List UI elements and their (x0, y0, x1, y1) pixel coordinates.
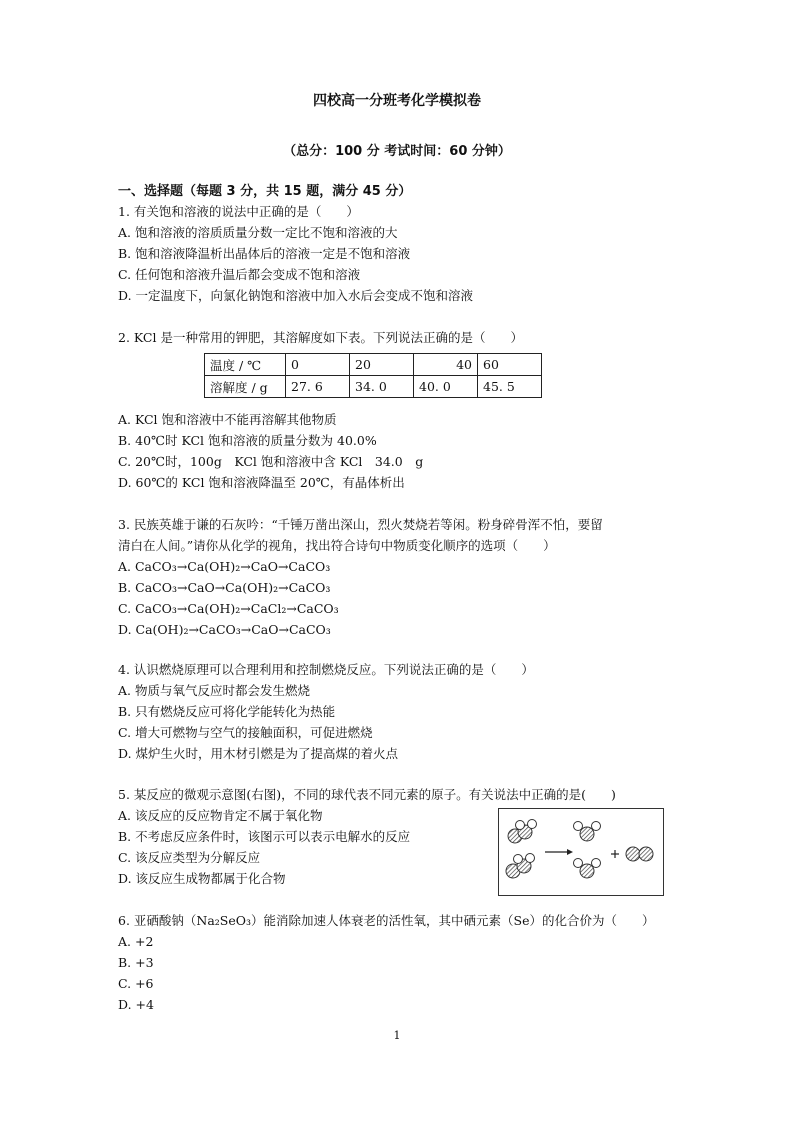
table-cell: 溶解度 / g (205, 376, 286, 398)
solubility-table (204, 353, 542, 398)
table-cell: 45. 5 (478, 376, 542, 398)
q6-option-c: C. +6 (118, 976, 154, 991)
q3-option-a: A. CaCO₃→Ca(OH)₂→CaO→CaCO₃ (118, 559, 331, 574)
page-title: 四校高一分班考化学模拟卷 (313, 93, 481, 109)
table-cell: 27. 6 (286, 376, 350, 398)
table-cell: 40 (414, 354, 478, 376)
q4-stem: 4. 认识燃烧原理可以合理利用和控制燃烧反应。下列说法正确的是（ ） (118, 662, 534, 677)
q2-option-c: C. 20℃时，100g KCl 饱和溶液中含 KCl 34.0 g (118, 454, 424, 469)
q2-stem: 2. KCl 是一种常用的钾肥，其溶解度如下表。下列说法正确的是（ ） (118, 330, 523, 345)
section-heading: 一、选择题（每题 3 分，共 15 题，满分 45 分） (118, 184, 412, 199)
product-molecule (574, 859, 601, 879)
q2-option-a: A. KCl 饱和溶液中不能再溶解其他物质 (118, 412, 337, 427)
table-cell: 40. 0 (414, 376, 478, 398)
product-molecule (626, 847, 653, 861)
q3-stem-line1: 3. 民族英雄于谦的石灰吟：“千锤万凿出深山，烈火焚烧若等闲。粉身碎骨浑不怕，要留 (118, 517, 603, 532)
table-row (205, 354, 542, 376)
q5-option-d: D. 该反应生成物都属于化合物 (118, 871, 286, 886)
q3-option-d: D. Ca(OH)₂→CaCO₃→CaO→CaCO₃ (118, 622, 331, 637)
plus-icon (611, 850, 619, 858)
table-cell: 20 (350, 354, 414, 376)
table-cell: 60 (478, 354, 542, 376)
reaction-diagram-svg (499, 809, 663, 895)
q5-stem: 5. 某反应的微观示意图(右图)，不同的球代表不同元素的原子。有关说法中正确的是( ) (118, 787, 616, 802)
q2-option-b: B. 40℃时 KCl 饱和溶液的质量分数为 40.0% (118, 433, 377, 448)
exam-info: （总分：100 分 考试时间：60 分钟） (283, 144, 511, 159)
arrow-icon (545, 849, 573, 855)
page-number: 1 (393, 1029, 401, 1042)
reaction-diagram (498, 808, 664, 896)
q1-stem: 1. 有关饱和溶液的说法中正确的是（ ） (118, 204, 359, 219)
q4-option-d: D. 煤炉生火时，用木材引燃是为了提高煤的着火点 (118, 746, 399, 761)
q6-option-a: A. +2 (118, 934, 154, 949)
q5-option-a: A. 该反应的反应物肯定不属于氧化物 (118, 808, 323, 823)
q4-option-b: B. 只有燃烧反应可将化学能转化为热能 (118, 704, 336, 719)
q2-option-d: D. 60℃的 KCl 饱和溶液降温至 20℃，有晶体析出 (118, 475, 405, 490)
q1-option-c: C. 任何饱和溶液升温后都会变成不饱和溶液 (118, 267, 361, 282)
q6-option-b: B. +3 (118, 955, 154, 970)
table-cell: 34. 0 (350, 376, 414, 398)
q4-option-c: C. 增大可燃物与空气的接触面积，可促进燃烧 (118, 725, 373, 740)
q5-option-b: B. 不考虑反应条件时，该图示可以表示电解水的反应 (118, 829, 411, 844)
q1-option-d: D. 一定温度下，向氯化钠饱和溶液中加入水后会变成不饱和溶液 (118, 288, 474, 303)
q6-option-d: D. +4 (118, 997, 154, 1012)
reactant-molecule (506, 854, 535, 879)
table-cell: 0 (286, 354, 350, 376)
q3-option-c: C. CaCO₃→Ca(OH)₂→CaCl₂→CaCO₃ (118, 601, 339, 616)
q1-option-b: B. 饱和溶液降温析出晶体后的溶液一定是不饱和溶液 (118, 246, 411, 261)
table-cell: 温度 / ℃ (205, 354, 286, 376)
table-row (205, 376, 542, 398)
product-molecule (574, 822, 601, 842)
q3-stem-line2: 清白在人间。”请你从化学的视角，找出符合诗句中物质变化顺序的选项（ ） (118, 538, 556, 553)
q4-option-a: A. 物质与氧气反应时都会发生燃烧 (118, 683, 310, 698)
q3-option-b: B. CaCO₃→CaO→Ca(OH)₂→CaCO₃ (118, 580, 331, 595)
q1-option-a: A. 饱和溶液的溶质质量分数一定比不饱和溶液的大 (118, 225, 398, 240)
q5-option-c: C. 该反应类型为分解反应 (118, 850, 261, 865)
q6-stem: 6. 亚硒酸钠（Na₂SeO₃）能消除加速人体衰老的活性氧，其中硒元素（Se）的化合价为（ ） (118, 913, 655, 928)
reactant-molecule (508, 820, 537, 844)
